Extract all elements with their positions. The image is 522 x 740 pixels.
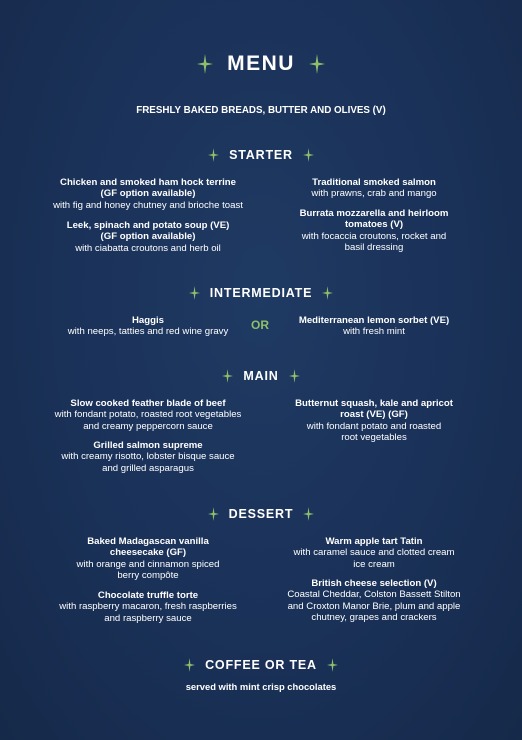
- dish-item: [274, 208, 474, 254]
- dish-description: and raspberry sauce: [104, 612, 192, 624]
- dish-description: with fondant potato and roasted: [306, 420, 442, 432]
- dessert-title-row: [0, 507, 522, 521]
- menu-title-row: [0, 52, 522, 76]
- dish-description: root vegetables: [341, 432, 407, 444]
- star-icon: [189, 286, 200, 300]
- dish-description: and Croxton Manor Brie, plum and apple: [287, 600, 461, 612]
- star-icon: [222, 369, 233, 383]
- dish-description: with raspberry macaron, fresh raspberries: [59, 601, 237, 613]
- star-icon: [184, 658, 195, 672]
- dish-description: with creamy risotto, lobster bisque sauce: [61, 451, 235, 463]
- starter-title-row: [0, 148, 522, 162]
- dish-description: berry compôte: [117, 570, 179, 582]
- dish-name: Chocolate truffle torte: [97, 590, 199, 601]
- dish-item: [30, 398, 266, 432]
- section-title-intermediate: INTERMEDIATE: [209, 286, 313, 300]
- dish-name: roast (VE) (GF): [340, 409, 408, 421]
- dish-item: [40, 315, 256, 338]
- dish-description: ice cream: [353, 558, 395, 570]
- dish-description: chutney, grapes and crackers: [311, 612, 437, 624]
- dish-description: with prawns, crab and mango: [311, 188, 437, 200]
- star-icon: [208, 148, 219, 162]
- dish-item: [30, 590, 266, 624]
- main-title-row: [0, 369, 522, 383]
- dish-description: with caramel sauce and clotted cream: [293, 547, 455, 559]
- dish-name: (GF option available): [100, 231, 196, 243]
- dish-name: Leek, spinach and potato soup (VE): [66, 220, 230, 231]
- star-icon: [309, 54, 325, 74]
- star-icon: [303, 148, 314, 162]
- dish-description: Coastal Cheddar, Colston Bassett Stilton: [287, 589, 461, 601]
- dish-description: basil dressing: [344, 242, 404, 254]
- dish-item: [266, 536, 482, 570]
- dish-description: with fondant potato, roasted root vegetables: [54, 409, 242, 421]
- dish-description: with orange and cinnamon spiced: [76, 558, 220, 570]
- section-title-dessert: DESSERT: [228, 507, 294, 521]
- star-icon: [197, 54, 213, 74]
- dish-name: cheesecake (GF): [109, 547, 187, 559]
- dish-item: [274, 398, 474, 444]
- dish-description: and creamy peppercorn sauce: [83, 420, 213, 432]
- dish-item: [274, 177, 474, 200]
- dish-name: Chicken and smoked ham hock terrine: [60, 177, 236, 188]
- star-icon: [208, 507, 219, 521]
- star-icon: [322, 286, 333, 300]
- coffee-note: served with mint crisp chocolates: [185, 681, 337, 692]
- menu-title: MENU: [227, 52, 295, 75]
- dish-name: (GF option available): [100, 188, 196, 200]
- dish-name: British cheese selection (V): [311, 578, 437, 589]
- dish-name: Mediterranean lemon sorbet (VE): [298, 315, 450, 326]
- dish-name: Butternut squash, kale and apricot: [295, 398, 453, 409]
- dish-description: with neeps, tatties and red wine gravy: [67, 326, 229, 338]
- star-icon: [327, 658, 338, 672]
- section-title-starter: STARTER: [229, 148, 293, 162]
- section-title-main: MAIN: [243, 369, 279, 383]
- dish-item: [30, 220, 266, 254]
- star-icon: [289, 369, 300, 383]
- coffee-title-row: [0, 658, 522, 672]
- dish-name: Warm apple tart Tatin: [325, 536, 423, 547]
- star-icon: [303, 507, 314, 521]
- dish-name: Slow cooked feather blade of beef: [70, 398, 226, 409]
- dish-description: with fig and honey chutney and brioche toast: [53, 199, 243, 211]
- dish-name: Traditional smoked salmon: [312, 177, 436, 188]
- dish-name: tomatoes (V): [344, 219, 404, 231]
- dish-item: [30, 177, 266, 211]
- breads-line: FRESHLY BAKED BREADS, BUTTER AND OLIVES (V): [136, 105, 386, 116]
- dish-name: Haggis: [132, 315, 164, 326]
- dish-item: [30, 440, 266, 474]
- section-title-coffee: COFFEE OR TEA: [205, 658, 317, 672]
- dish-item: [266, 578, 482, 624]
- dish-description: with focaccia croutons, rocket and: [301, 230, 447, 242]
- or-separator: OR: [251, 318, 269, 332]
- dish-description: and grilled asparagus: [102, 462, 194, 474]
- dish-name: Grilled salmon supreme: [93, 440, 203, 451]
- intermediate-title-row: [0, 286, 522, 300]
- dish-description: with fresh mint: [343, 326, 405, 338]
- dish-name: Burrata mozzarella and heirloom: [299, 208, 449, 219]
- dish-item: [30, 536, 266, 582]
- dish-name: Baked Madagascan vanilla: [87, 536, 209, 547]
- dish-item: [274, 315, 474, 338]
- dish-description: with ciabatta croutons and herb oil: [75, 242, 221, 254]
